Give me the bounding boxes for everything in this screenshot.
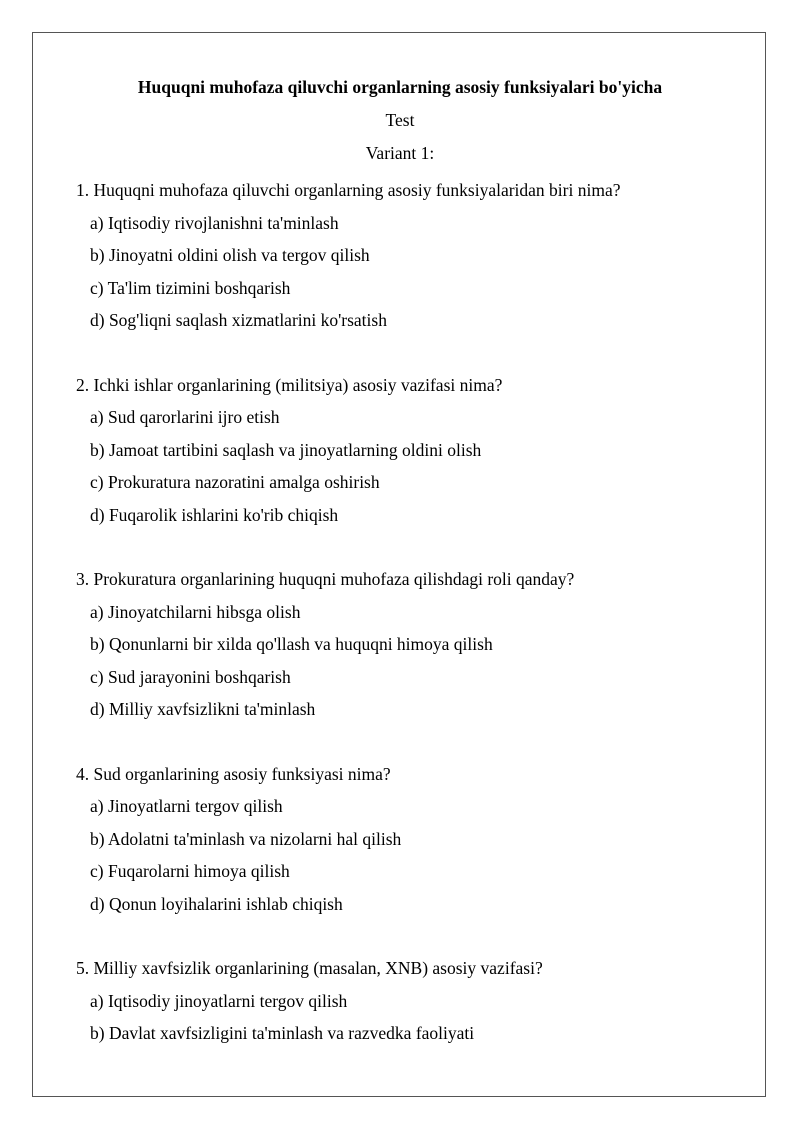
question-text: 5. Milliy xavfsizlik organlarining (masalan, XNB) asosiy vazifasi?: [76, 958, 543, 978]
answer-option-d: d) Qonun loyihalarini ishlab chiqish: [90, 893, 343, 914]
question-1: [76, 174, 756, 337]
document-title: Huquqni muhofaza qiluvchi organlarning asosiy funksiyalari bo'yicha: [137, 77, 663, 97]
question-5: [76, 952, 756, 1050]
answer-option-d: d) Milliy xavfsizlikni ta'minlash: [90, 699, 316, 719]
answer-option-b: b) Adolatni ta'minlash va nizolarni hal qilish: [90, 828, 402, 849]
question-text: 4. Sud organlarining asosiy funksiyasi nima?: [76, 763, 391, 784]
answer-option-b: b) Jamoat tartibini saqlash va jinoyatlarning oldini olish: [90, 439, 482, 460]
answer-option-d: d) Sog'liqni saqlash xizmatlarini ko'rsatish: [90, 310, 387, 330]
question-3: [76, 563, 756, 726]
answer-option-a: a) Sud qarorlarini ijro etish: [90, 407, 280, 427]
answer-option-c: c) Sud jarayonini boshqarish: [90, 666, 291, 687]
question-2: [76, 369, 756, 532]
answer-option-b: b) Davlat xavfsizligini ta'minlash va razvedka faoliyati: [90, 1023, 475, 1043]
answer-option-b: b) Jinoyatni oldini olish va tergov qilish: [90, 245, 370, 265]
answer-option-a: a) Jinoyatlarni tergov qilish: [90, 796, 283, 816]
question-text: 1. Huquqni muhofaza qiluvchi organlarning asosiy funksiyalaridan biri nima?: [76, 180, 621, 200]
answer-option-c: c) Prokuratura nazoratini amalga oshirish: [90, 472, 380, 492]
answer-option-d: d) Fuqarolik ishlarini ko'rib chiqish: [90, 504, 339, 525]
question-4: [76, 758, 756, 921]
answer-option-c: c) Fuqarolarni himoya qilish: [90, 861, 290, 881]
answer-option-a: a) Jinoyatchilarni hibsga olish: [90, 601, 301, 622]
document-subtitle: Test: [385, 110, 415, 130]
variant-label: Variant 1:: [365, 143, 435, 163]
question-list: [76, 174, 756, 1082]
answer-option-b: b) Qonunlarni bir xilda qo'llash va huquqni himoya qilish: [90, 634, 493, 654]
question-text: 2. Ichki ishlar organlarining (militsiya) asosiy vazifasi nima?: [76, 374, 503, 395]
answer-option-c: c) Ta'lim tizimini boshqarish: [90, 277, 291, 298]
question-text: 3. Prokuratura organlarining huquqni muhofaza qilishdagi roli qanday?: [76, 569, 575, 589]
answer-option-a: a) Iqtisodiy jinoyatlarni tergov qilish: [90, 990, 348, 1011]
answer-option-a: a) Iqtisodiy rivojlanishni ta'minlash: [90, 212, 339, 233]
